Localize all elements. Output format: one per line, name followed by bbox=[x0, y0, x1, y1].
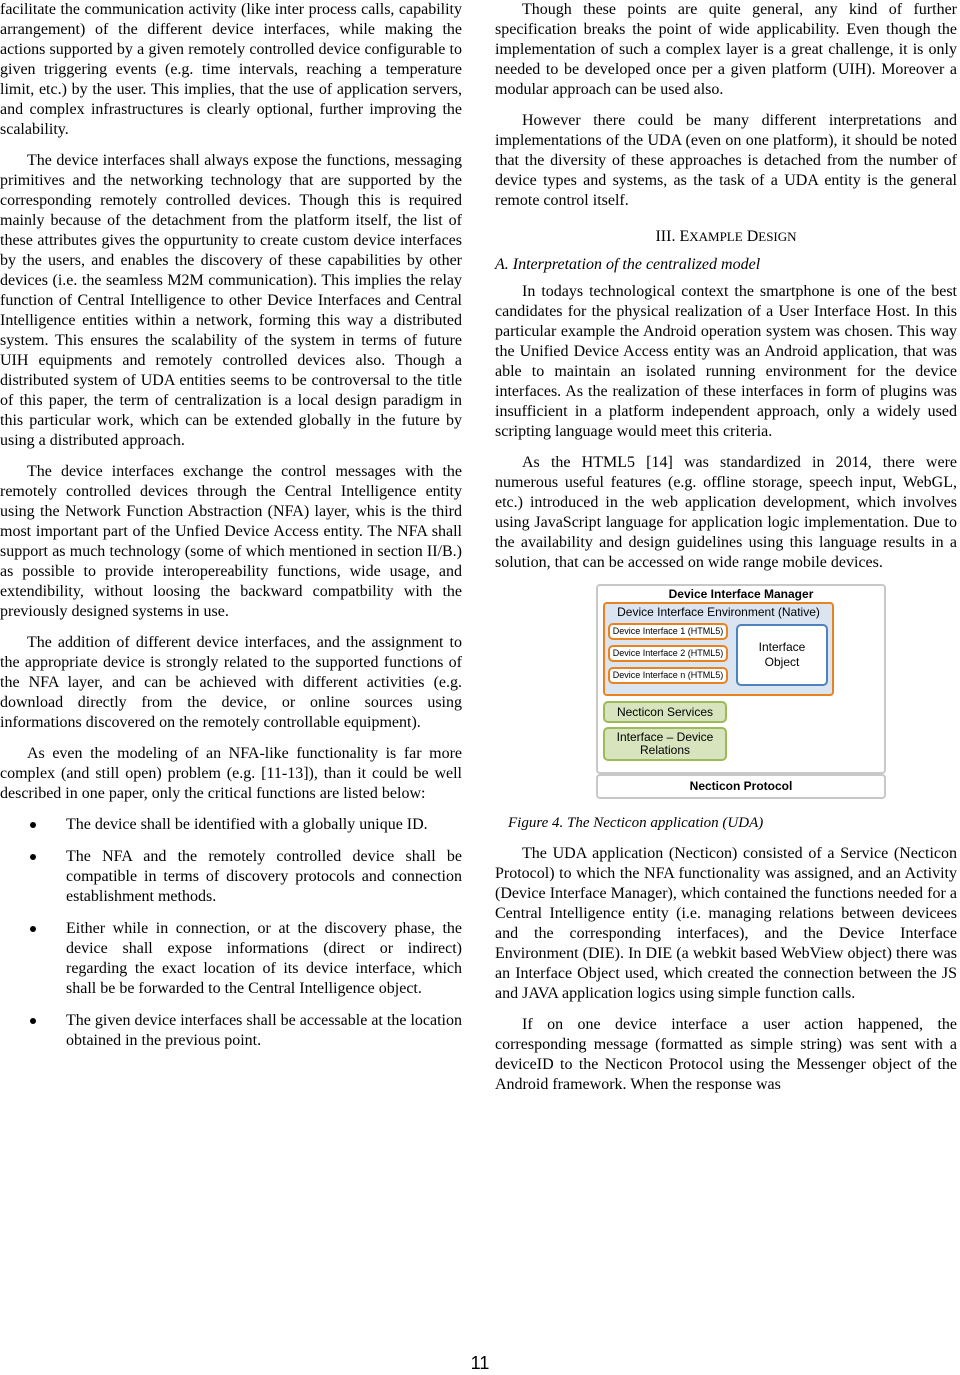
figure-caption: Figure 4. The Necticon application (UDA) bbox=[508, 815, 764, 831]
necticon-services-label: Necticon Services bbox=[616, 704, 714, 719]
manager-label: Device Interface Manager bbox=[668, 587, 814, 601]
section-heading bbox=[495, 227, 957, 247]
device-interface-n-label: Device Interface n (HTML5) bbox=[612, 670, 724, 680]
list-item-text: The given device interfaces shall be accessable at the location obtained in the previous point. bbox=[66, 1012, 462, 1049]
paragraph: In todays technological context the smartphone is one of the best candidates for the physical realization of a User Interface Host. In this particular example the Android operation system was chosen. This way the Unified Device Access entity was an Android application, that was able to maintain an isolated running environment for the device interfaces. As the realization of these interfaces in form of plugins was insufficient in a platform independent approach, only a widely used scripting language would meet this criteria. bbox=[495, 283, 957, 440]
necticon-protocol-label: Necticon Protocol bbox=[689, 779, 793, 793]
interface-device-relations-label: Interface – Device Relations bbox=[616, 730, 714, 757]
device-interface-1-box bbox=[608, 623, 728, 640]
interface-device-relations-box bbox=[603, 727, 727, 761]
list-item-text: The NFA and the remotely controlled device shall be compatible in terms of discovery protocols and connection establishment methods. bbox=[66, 848, 462, 905]
interface-object-label: Interface Object bbox=[758, 640, 806, 669]
device-interface-1-label: Device Interface 1 (HTML5) bbox=[612, 626, 724, 636]
section-number: III. bbox=[655, 228, 676, 245]
paragraph: Though these points are quite general, any kind of further specification breaks the point of wide applicability. Even though the implementation of such a complex layer is a great challenge, it is only needed to be developed once per a given platform (UIH). Moreover a modular approach can be used also. bbox=[495, 1, 957, 98]
paragraph: As the HTML5 [14] was standardized in 2014, there were numerous useful features (e.g. offline storage, speech input, WebGL, etc.) introduced in the web application development, which involves using JavaScript language for application logic implementation. Due to the availability and design guidelines using this language results in a solution, that can be accessed on wide range mobile devices. bbox=[495, 454, 957, 571]
page-number: 11 bbox=[470, 1353, 490, 1373]
paragraph: facilitate the communication activity (like inter process calls, capability arrangement) of the different device interfaces, while making the actions supported by a given remotely controlled device configurable to given triggering events (e.g. time intervals, reaching a temperature limit, etc.) by the user. This implies, that the use of application servers, and complex infrastructures is clearly optional, further improving the scalability. bbox=[0, 1, 462, 138]
requirements-list bbox=[0, 815, 462, 1051]
list-item bbox=[0, 1011, 462, 1051]
list-item bbox=[0, 919, 462, 999]
paragraph: The device interfaces shall always expose the functions, messaging primitives and the networking technology that are supported by the corresponding remotely controlled devices. Though this is required mainly because of the detachment from the platform itself, the list of these attributes gives the oppurtunity to create custom device interfaces by the users, and enables the discovery of these capabilities by other devices (i.e. the seamless M2M communication). This implies the relay function of Central Intelligence to other Device Interfaces and Central Intelligence entities within a network, forming this way a distributed system. This ensures the scalability of the system in terms of future UIH equipments and remotely controlled devices also. Though a distributed system of UDA entities seems to be controversal to the title of this paper, the term of centralization is a local design paradigm in this particular work, which can be extended globally in the future by using a distributed approach. bbox=[0, 152, 462, 449]
paragraph: The device interfaces exchange the control messages with the remotely controlled devices through the Central Intelligence entity using the Network Function Abstraction (NFA) layer, whis is the third most important part of the Unfied Device Access entity. The NFA shall support as much technology (some of which mentioned in section II/B.) as possible to provide interopereability functions, wide usage, and extendibility, without loosing the backward compatbility with the previously designed systems in use. bbox=[0, 463, 462, 620]
interface-object-box bbox=[736, 624, 828, 686]
list-item bbox=[0, 815, 462, 835]
device-interface-2-box bbox=[608, 645, 728, 662]
bullet-icon bbox=[30, 1018, 36, 1024]
necticon-services-box bbox=[603, 701, 727, 723]
right-column bbox=[495, 0, 957, 1106]
bullet-icon bbox=[30, 926, 36, 932]
device-interface-n-box bbox=[608, 667, 728, 684]
bullet-icon bbox=[30, 822, 36, 828]
device-interface-2-label: Device Interface 2 (HTML5) bbox=[612, 648, 724, 658]
list-item-text: Either while in connection, or at the discovery phase, the device shall expose informations (direct or indirect) regarding the exact location of its device interface, which shall be be forwarded to the Central Intelligence object. bbox=[66, 920, 462, 997]
paragraph: If on one device interface a user action happened, the corresponding message (formatted as simple string) was sent with a deviceID to the Necticon Protocol using the Messenger object of the Android framework. When the response was bbox=[495, 1016, 957, 1093]
necticon-protocol-box bbox=[596, 774, 886, 799]
paragraph: However there could be many different interpretations and implementations of the UDA (even on one platform), it should be noted that the diversity of these approaches is detached from the number of device types and systems, as the task of a UDA entity is the general remote control itself. bbox=[495, 112, 957, 209]
subsection-heading: A. Interpretation of the centralized model bbox=[495, 256, 761, 273]
environment-label: Device Interface Environment (Native) bbox=[617, 605, 820, 619]
left-column bbox=[0, 0, 462, 1063]
bullet-icon bbox=[30, 854, 36, 860]
necticon-architecture-diagram bbox=[596, 584, 886, 799]
list-item bbox=[0, 847, 462, 907]
paragraph: As even the modeling of an NFA-like functionality is far more complex (and still open) problem (e.g. [11-13]), than it could be well described in one paper, only the critical functions are listed below: bbox=[0, 745, 462, 802]
paragraph: The UDA application (Necticon) consisted of a Service (Necticon Protocol) to which the NFA functionality was assigned, and an Activity (Device Interface Manager), which contained the functions needed for a Central Intelligence entity (i.e. managing relations between devicees and the corresponding interfaces), and the Device Interface Environment (DIE). In DIE (a webkit based WebView object) there was an Interface Object used, which created the connection between the JS and JAVA application logics using simple function calls. bbox=[495, 845, 957, 1002]
paragraph: The addition of different device interfaces, and the assignment to the appropriate device is strongly related to the supported functions of the NFA layer, and can be achieved with different activities (e.g. download directly from the device, or online sources using informations discovered on the remotely controllable equipment). bbox=[0, 634, 462, 731]
list-item-text: The device shall be identified with a globally unique ID. bbox=[66, 816, 428, 833]
section-title: EXAMPLE DESIGN bbox=[679, 228, 797, 245]
